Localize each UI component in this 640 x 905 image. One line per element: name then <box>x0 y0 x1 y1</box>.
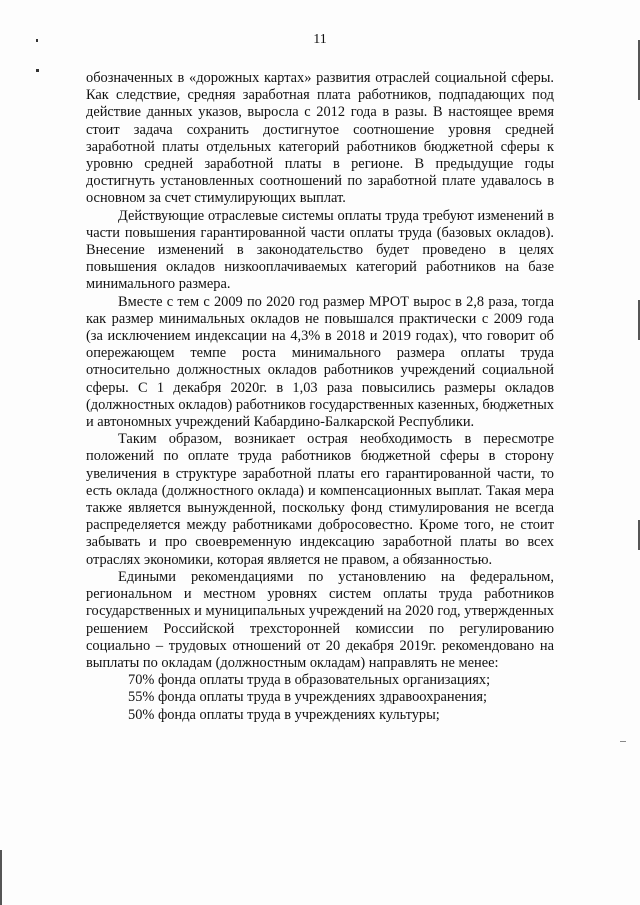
paragraph-continuation: обозначенных в «дорожных картах» развития отраслей социальной сферы. Как следствие, средняя заработная плата работников, подпадающих под действие данных указов, выросла с 2012 года в разы. В настоящее время стоит задача сохранить достигнутое соотношение уровня средней заработной платы отдельных категорий работников бюджетной сферы к уровню средней заработной платы в регионе. В предыдущие годы достигнуть установленных соотношений по заработной плате удавалось в основном за счет стимулирующих выплат. <box>86 70 554 207</box>
paragraph-mrot: Вместе с тем с 2009 по 2020 год размер МРОТ вырос в 2,8 раза, тогда как размер минимальных окладов не повышался практически с 2009 года (за исключением индексации на 4,3% в 2018 и 2019 годах), что говорит об опережающем темпе роста минимального размера оплаты труда относительно должностных окладов работников учреждений социальной сферы. С 1 декабря 2020г. в 1,03 раза повысились размеры окладов (должностных окладов) работников государственных казенных, бюджетных и автономных учреждений Кабардино-Балкарской Республики. <box>86 293 554 431</box>
paragraph-recommendations: Едиными рекомендациями по установлению на федеральном, региональном и местном уровнях систем оплаты труда работников государственных и муниципальных учреждений на 2020 год, утвержденных решением Российской трехсторонней комиссии по регулированию социально – трудовых отношений от 20 декабря 2019г. рекомендовано на выплаты по окладам (должностным окладам) направлять не менее: <box>86 568 554 671</box>
scan-edge-mark <box>0 850 2 905</box>
list-item-healthcare: 55% фонда оплаты труда в учреждениях здравоохранения; <box>128 689 488 706</box>
list-item-education: 70% фонда оплаты труда в образовательных организациях; <box>128 672 491 689</box>
document-body <box>86 70 554 724</box>
paragraph-systems: Действующие отраслевые системы оплаты труда требуют изменений в части повышения гарантированной части оплаты труда (базовых окладов). Внесение изменений в законодательство будет проведено в целях повышения окладов низкооплачиваемых категорий работников на базе минимального размера. <box>86 207 554 293</box>
page-number: 11 <box>313 32 327 47</box>
list-item-culture: 50% фонда оплаты труда в учреждениях культуры; <box>128 706 440 723</box>
scan-mark <box>36 69 39 72</box>
paragraph-conclusion: Таким образом, возникает острая необходимость в пересмотре положений по оплате труда работников бюджетной сферы в сторону увеличения в структуре заработной платы его гарантированной части, то есть оклада (должностного оклада) и компенсационных выплат. Такая мера также является вынужденной, поскольку фонд стимулирования не всегда распределяется между работниками добросовестно. Кроме того, не стоит забывать и про своевременную индексацию заработной платы во всех отраслях экономики, которая является не правом, а обязанностью. <box>86 431 554 568</box>
scan-mark <box>36 39 38 42</box>
scan-mark <box>620 741 626 742</box>
